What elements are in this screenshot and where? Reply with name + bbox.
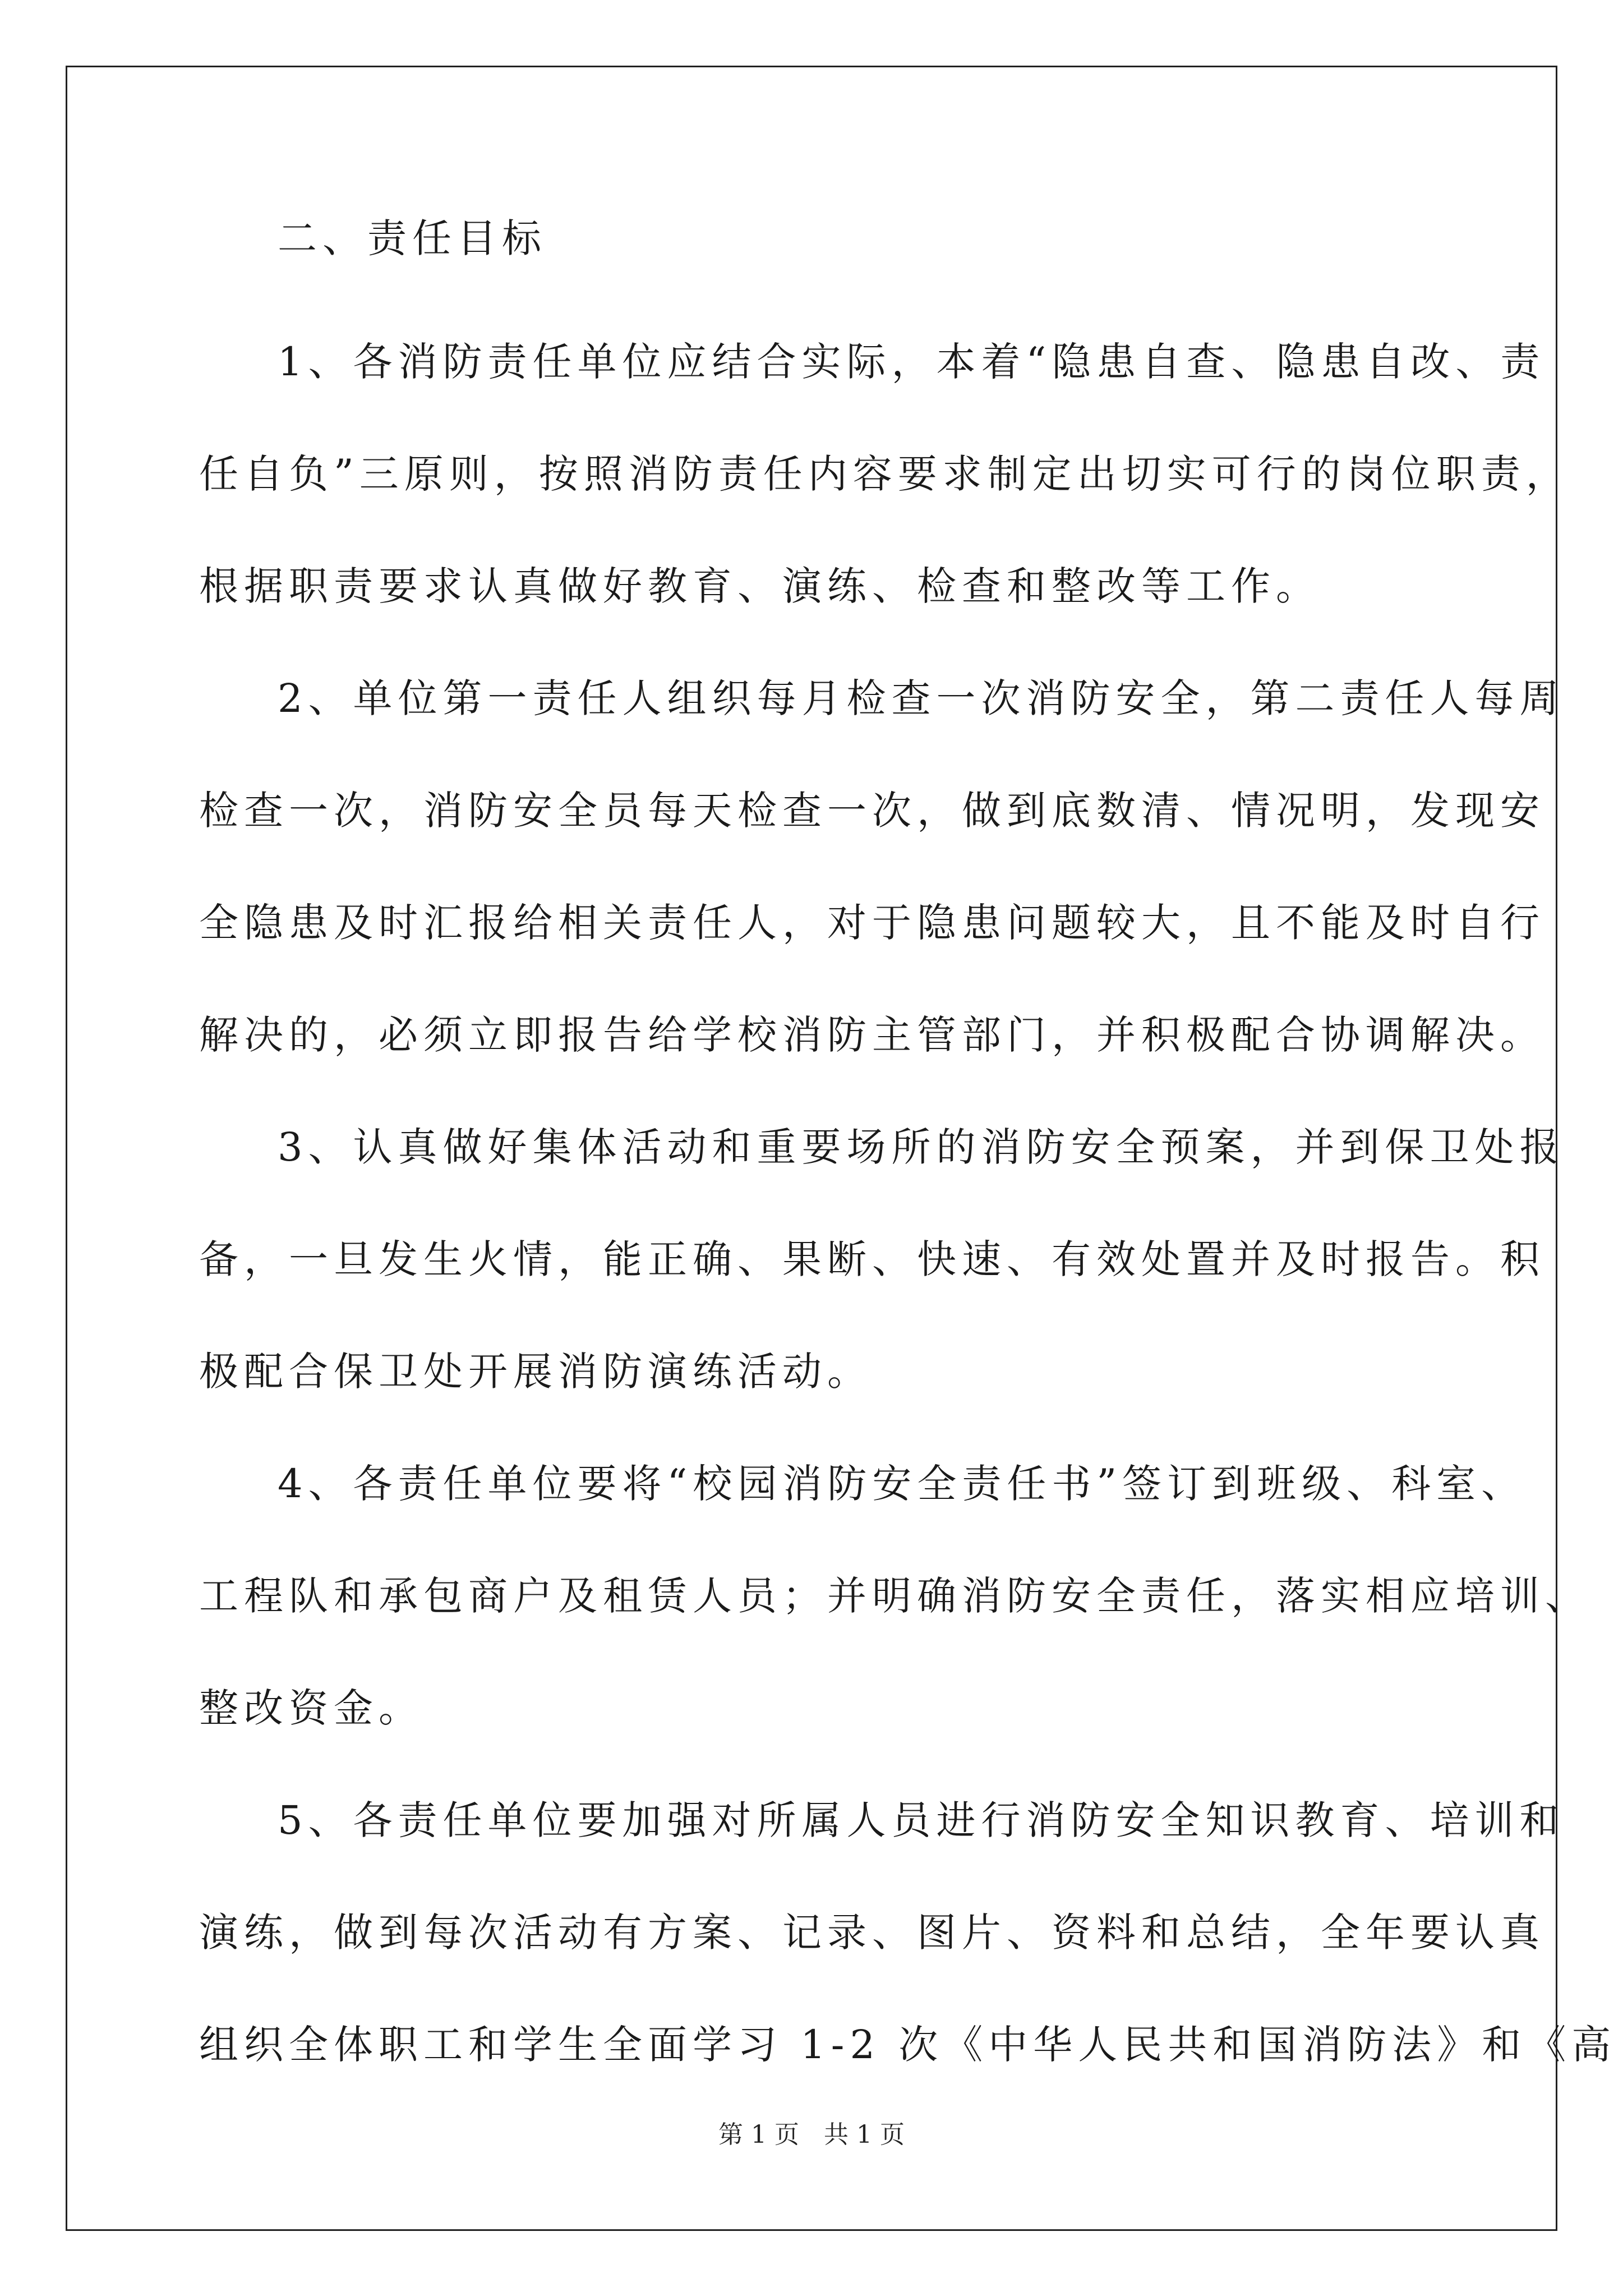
paragraph-line: 组织全体职工和学生全面学习 1-2 次《中华人民共和国消防法》和《高 (199, 2022, 1617, 2068)
paragraph-line: 5、各责任单位要加强对所属人员进行消防安全知识教育、培训和 (278, 1797, 1565, 1843)
section-heading: 二、责任目标 (278, 215, 547, 261)
paragraph-line: 1、各消防责任单位应结合实际，本着“隐患自查、隐患自改、责 (278, 339, 1546, 385)
paragraph-line: 任自负”三原则，按照消防责任内容要求制定出切实可行的岗位职责， (199, 451, 1571, 497)
paragraph-line: 3、认真做好集体活动和重要场所的消防安全预案，并到保卫处报 (278, 1124, 1565, 1170)
paragraph-line: 演练，做到每次活动有方案、记录、图片、资料和总结，全年要认真 (199, 1910, 1545, 1955)
paragraph-line: 极配合保卫处开展消防演练活动。 (199, 1349, 872, 1395)
paragraph-line: 4、各责任单位要将“校园消防安全责任书”签订到班级、科室、 (278, 1461, 1527, 1507)
paragraph-line: 根据职责要求认真做好教育、演练、检查和整改等工作。 (199, 563, 1321, 609)
page-number-footer: 第 1 页 共 1 页 (718, 2120, 905, 2149)
paragraph-line: 备，一旦发生火情，能正确、果断、快速、有效处置并及时报告。积 (199, 1236, 1545, 1282)
paragraph-line: 工程队和承包商户及租赁人员；并明确消防安全责任，落实相应培训、 (199, 1573, 1590, 1619)
paragraph-line: 检查一次，消防安全员每天检查一次，做到底数清、情况明，发现安 (199, 788, 1545, 834)
paragraph-line: 2、单位第一责任人组织每月检查一次消防安全，第二责任人每周 (278, 675, 1565, 721)
paragraph-line: 整改资金。 (199, 1685, 423, 1731)
paragraph-line: 全隐患及时汇报给相关责任人，对于隐患问题较大，且不能及时自行 (199, 900, 1545, 946)
paragraph-line: 解决的，必须立即报告给学校消防主管部门，并积极配合协调解决。 (199, 1012, 1545, 1058)
